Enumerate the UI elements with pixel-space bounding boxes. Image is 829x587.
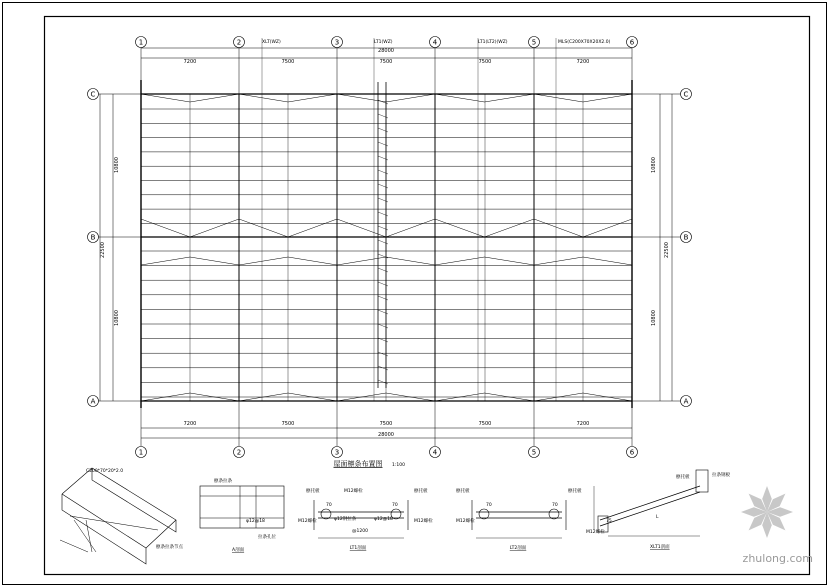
tag-13: 拉条钢板 <box>712 473 730 478</box>
tag-1: 檩托板 <box>306 489 320 494</box>
dim-bay-3: 7500 <box>379 59 393 65</box>
detail-a-tag-1: 檩条拉条 <box>214 479 232 484</box>
mark-lt1: LT1(WZ) <box>374 40 393 45</box>
dim-bottom-bay-1: 7200 <box>183 421 197 427</box>
watermark-logo <box>741 486 793 538</box>
axis-bubble-top-label: 3 <box>334 38 340 47</box>
axis-bubble-bottom-label: 3 <box>334 448 340 457</box>
axis-bubble-top-label: 2 <box>236 38 242 47</box>
watermark-text: zhulong.com <box>742 552 813 565</box>
detail-a-tag-2: φ12@18 <box>246 519 265 524</box>
dim-span-right-2: 10800 <box>651 310 657 326</box>
axis-bubble-right-label: C <box>683 90 689 99</box>
tag-9: 檩托板 <box>568 489 582 494</box>
dim-span-left-1: 10800 <box>114 157 120 173</box>
dim-total-left: 22500 <box>100 242 106 258</box>
dim-detail-4: 70 <box>486 503 492 508</box>
axis-bubble-top-label: 4 <box>432 38 438 47</box>
dim-detail-1: 70 <box>326 503 332 508</box>
axis-bubble-left-label: A <box>90 397 96 406</box>
dim-detail-2: 70 <box>392 503 398 508</box>
tag-7: 檩托板 <box>414 489 428 494</box>
lt1-title: LT1剖面 <box>349 546 367 551</box>
dim-bay-5: 7200 <box>576 59 590 65</box>
axis-bubble-bottom-label: 1 <box>138 448 144 457</box>
axis-bubble-bottom-label: 6 <box>629 448 635 457</box>
xlt-title: XLT1剖面 <box>650 545 670 550</box>
axis-bubble-left-label: C <box>90 90 96 99</box>
dim-bay-4: 7500 <box>478 59 492 65</box>
tag-11: 檩托板 <box>676 475 690 480</box>
dim-detail-3: @1200 <box>352 529 368 534</box>
dim-total-bottom: 28000 <box>378 432 394 438</box>
dim-span-left-2: 10800 <box>114 310 120 326</box>
dim-bay-2: 7500 <box>281 59 295 65</box>
axis-bubble-right-label: B <box>683 233 689 242</box>
axis-bubble-top-label: 5 <box>531 38 537 47</box>
tag-12: M12螺栓 <box>586 530 605 535</box>
mark-mls: MLS(C200X70X20X2.0) <box>558 40 611 45</box>
dim-bottom-bay-2: 7500 <box>281 421 295 427</box>
axis-bubble-left-label: B <box>90 233 96 242</box>
axis-bubble-bottom-label: 4 <box>432 448 438 457</box>
axis-bubble-top-label: 6 <box>629 38 635 47</box>
plan-title: 屋面檩条布置图 <box>333 460 383 468</box>
tag-2: M12螺栓 <box>344 489 363 494</box>
lt2-title: LT2剖面 <box>509 546 527 551</box>
axis-bubble-right-label: A <box>683 397 689 406</box>
dim-bottom-bay-3: 7500 <box>379 421 393 427</box>
sheet-border <box>3 3 827 585</box>
tag-4: M12螺栓 <box>298 519 317 524</box>
dim-bottom-bay-4: 7500 <box>478 421 492 427</box>
plan-scale: 1:100 <box>392 463 405 468</box>
tag-3: φ12钢拉条 <box>334 517 357 522</box>
tag-10: M12螺栓 <box>456 519 475 524</box>
axis-bubble-bottom-label: 5 <box>531 448 537 457</box>
section-size-label: C200*70*20*2.0 <box>86 469 124 474</box>
tag-5: M12螺栓 <box>414 519 433 524</box>
axis-bubble-bottom-label: 2 <box>236 448 242 457</box>
detail-a-title: A剖面 <box>232 548 245 553</box>
dim-detail-5: 70 <box>552 503 558 508</box>
dim-detail-7: 75 <box>606 519 612 524</box>
mark-xlt: XLT(WZ) <box>262 40 281 45</box>
dim-bottom-bay-5: 7200 <box>576 421 590 427</box>
tag-6: φ12@18 <box>374 517 393 522</box>
dim-bay-1: 7200 <box>183 59 197 65</box>
dim-detail-6: L <box>656 515 659 520</box>
dim-span-right-1: 10800 <box>651 157 657 173</box>
mark-lt1-lt2: LT1(LT2)(WZ) <box>478 40 508 45</box>
dim-total-right: 22500 <box>664 242 670 258</box>
axis-bubble-top-label: 1 <box>138 38 144 47</box>
dim-total-top: 28000 <box>378 48 394 54</box>
detail-a-tag-3: 拉条孔位 <box>258 535 276 540</box>
iso-node-label: 檩条拉条节点 <box>156 545 183 550</box>
tag-8: 檩托板 <box>456 489 470 494</box>
